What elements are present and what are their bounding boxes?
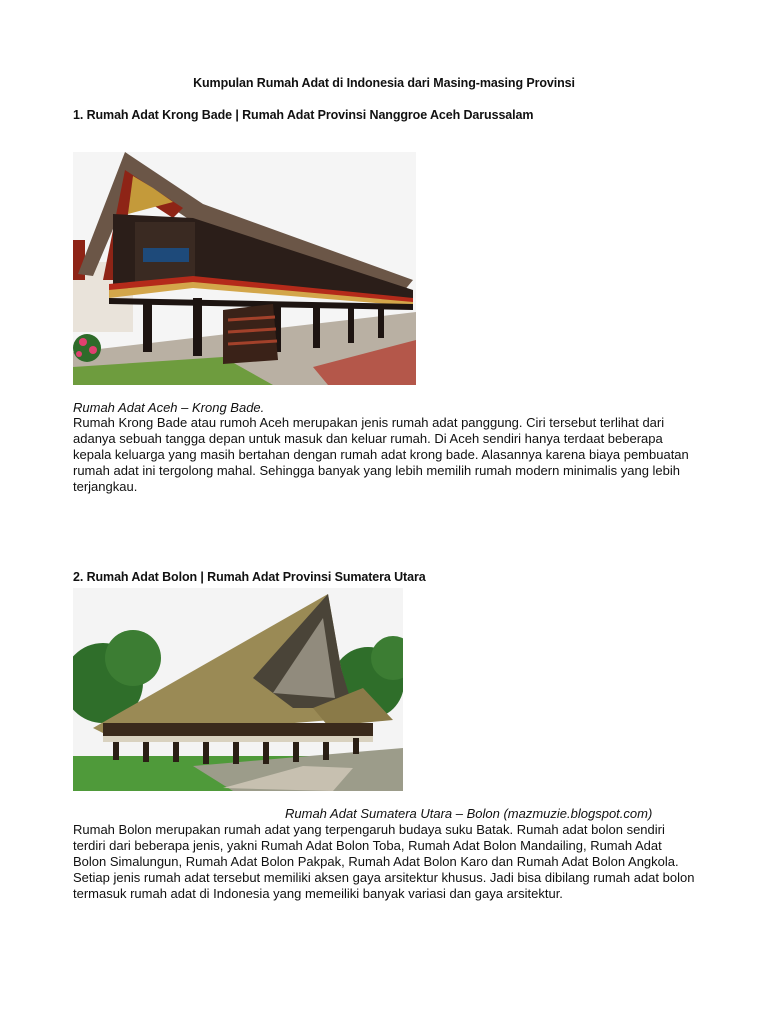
section-heading: 2. Rumah Adat Bolon | Rumah Adat Provinsi Sumatera Utara: [73, 570, 426, 584]
krong-bade-house-photo: [73, 152, 416, 385]
body-paragraph: Rumah Bolon merupakan rumah adat yang terpengaruh budaya suku Batak. Rumah adat bolon sendiri terdiri dari beberapa jenis, yakni Rumah Adat Bolon Toba, Rumah Adat Bolon Mandailing, Rumah Adat Bolon Simalungun, Rumah Adat Bolon Pakpak, Rumah Adat Bolon Karo dan Rumah Adat Bolon Angkola. Setiap jenis rumah adat tersebut memiliki aksen gaya arsitektur khusus. Jadi bisa dibilang rumah adat bolon termasuk rumah adat di Indonesia yang memeiliki banyak variasi dan gaya arsitektur.: [73, 822, 695, 901]
photo-caption: Rumah Adat Sumatera Utara – Bolon (mazmuzie.blogspot.com): [285, 806, 653, 821]
photo-caption: Rumah Adat Aceh – Krong Bade.: [73, 400, 265, 415]
bolon-house-photo: [73, 588, 403, 791]
body-paragraph: Rumah Krong Bade atau rumoh Aceh merupakan jenis rumah adat panggung. Ciri tersebut terlihat dari adanya sebuah tangga depan untuk masuk dan keluar rumah. Di Aceh sendiri hanya terdaat beberapa kepala keluarga yang masih bertahan dengan rumah adat krong bade. Alasannya karena biaya pembuatan rumah adat ini tergolong mahal. Sehingga banyak yang lebih memilih rumah modern minimalis yang lebih terjangkau.: [73, 415, 689, 494]
section-heading: 1. Rumah Adat Krong Bade | Rumah Adat Provinsi Nanggroe Aceh Darussalam: [73, 108, 534, 122]
document-title: Kumpulan Rumah Adat di Indonesia dari Masing-masing Provinsi: [193, 76, 575, 90]
